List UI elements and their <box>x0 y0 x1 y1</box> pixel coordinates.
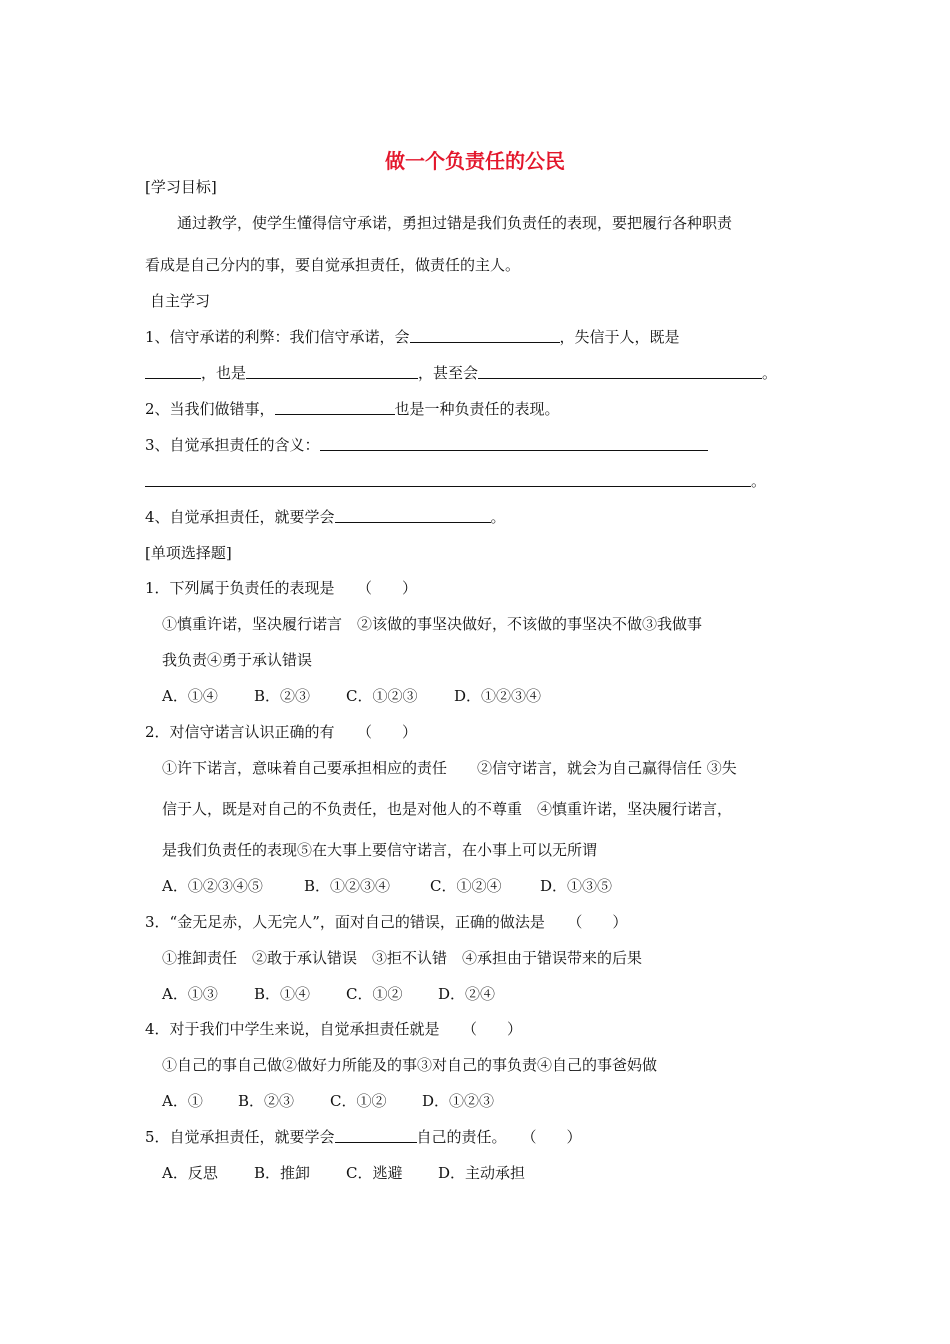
answer-blank[interactable] <box>145 471 751 487</box>
question-text: 5．自觉承担责任，就要学会 <box>145 1128 335 1146</box>
mc-question-5-stem <box>145 1127 582 1147</box>
answer-blank[interactable] <box>320 435 708 451</box>
mc-question-2-statements-line3: 是我们负责任的表现⑤在大事上要信守诺言，在小事上可以无所谓 <box>162 841 598 859</box>
answer-blank[interactable] <box>246 363 418 379</box>
option-d[interactable]: D．①③⑤ <box>540 877 613 895</box>
question-text: 4、自觉承担责任，就要学会 <box>145 508 335 526</box>
mc-question-4-options <box>162 1091 494 1111</box>
question-text: ，甚至会 <box>418 364 479 382</box>
mc-question-3-options <box>162 984 495 1004</box>
fill-question-2 <box>145 399 560 419</box>
option-c[interactable]: C．①②③ <box>346 687 418 705</box>
option-b[interactable]: B．推卸 <box>254 1164 311 1182</box>
option-c[interactable]: C．①② <box>330 1092 387 1110</box>
mc-question-2-stem: 2．对信守诺言认识正确的有 （ ） <box>145 723 418 741</box>
question-text: 3、自觉承担责任的含义： <box>145 436 320 454</box>
option-a[interactable]: A．①②③④⑤ <box>162 877 263 895</box>
option-c[interactable]: C．①② <box>346 985 403 1003</box>
option-d[interactable]: D．主动承担 <box>438 1164 526 1182</box>
option-a[interactable]: A．① <box>162 1092 203 1110</box>
fill-question-1-line1 <box>145 327 680 347</box>
fill-question-1-line2 <box>145 363 777 383</box>
self-study-heading: 自主学习 <box>150 292 211 310</box>
answer-blank[interactable] <box>410 327 560 343</box>
fill-question-4 <box>145 507 506 527</box>
question-text: 自己的责任。 （ ） <box>416 1128 582 1146</box>
mc-question-4-statements: ①自己的事自己做②做好力所能及的事③对自己的事负责④自己的事爸妈做 <box>162 1056 658 1074</box>
mc-question-1-stem: 1．下列属于负责任的表现是 （ ） <box>145 579 418 597</box>
fill-question-3-line2 <box>145 471 766 491</box>
mc-question-3-stem: 3．“金无足赤，人无完人”，面对自己的错误，正确的做法是 （ ） <box>145 913 628 931</box>
option-a[interactable]: A．反思 <box>162 1164 218 1182</box>
question-text: 也是一种负责任的表现。 <box>394 400 560 418</box>
objectives-heading: [学习目标] <box>145 178 217 196</box>
mc-question-3-statements: ①推卸责任 ②敢于承认错误 ③拒不认错 ④承担由于错误带来的后果 <box>162 949 643 967</box>
answer-blank[interactable] <box>145 363 201 379</box>
option-a[interactable]: A．①③ <box>162 985 218 1003</box>
option-b[interactable]: B．②③ <box>238 1092 295 1110</box>
mc-question-2-statements-line2: 信于人，既是对自己的不负责任，也是对他人的不尊重 ④慎重许诺，坚决履行诺言， <box>162 800 733 818</box>
multiple-choice-heading: [单项选择题] <box>145 544 232 562</box>
answer-blank[interactable] <box>275 399 395 415</box>
option-b[interactable]: B．①②③④ <box>304 877 391 895</box>
objectives-text-line1: 通过教学，使学生懂得信守承诺，勇担过错是我们负责任的表现，要把履行各种职责 <box>177 214 733 232</box>
mc-question-1-options <box>162 686 541 706</box>
answer-blank[interactable] <box>478 363 762 379</box>
question-text: 1、信守承诺的利弊：我们信守承诺，会 <box>145 328 410 346</box>
objectives-text-line2: 看成是自己分内的事，要自觉承担责任，做责任的主人。 <box>145 256 521 274</box>
page-title: 做一个负责任的公民 <box>385 149 565 173</box>
mc-question-1-statements-line1: ①慎重许诺，坚决履行诺言 ②该做的事坚决做好，不该做的事坚决不做③我做事 <box>162 615 703 633</box>
option-c[interactable]: C．逃避 <box>346 1164 403 1182</box>
mc-question-2-statements-line1: ①许下诺言，意味着自己要承担相应的责任 ②信守诺言，就会为自己赢得信任 ③失 <box>162 759 737 777</box>
answer-blank[interactable] <box>335 1127 417 1143</box>
mc-question-5-options <box>162 1163 525 1183</box>
option-d[interactable]: D．①②③ <box>422 1092 495 1110</box>
option-b[interactable]: B．①④ <box>254 985 311 1003</box>
question-text: 2、当我们做错事， <box>145 400 275 418</box>
mc-question-2-options <box>162 876 612 896</box>
option-a[interactable]: A．①④ <box>162 687 218 705</box>
mc-question-1-statements-line2: 我负责④勇于承认错误 <box>162 651 313 669</box>
mc-question-4-stem: 4．对于我们中学生来说，自觉承担责任就是 （ ） <box>145 1020 523 1038</box>
question-text: 。 <box>490 508 506 526</box>
option-d[interactable]: D．②④ <box>438 985 496 1003</box>
option-b[interactable]: B．②③ <box>254 687 311 705</box>
option-c[interactable]: C．①②④ <box>430 877 502 895</box>
question-text: ，也是 <box>201 364 247 382</box>
question-text: 。 <box>762 364 778 382</box>
answer-blank[interactable] <box>335 507 491 523</box>
question-text: 。 <box>751 472 767 490</box>
question-text: ，失信于人，既是 <box>559 328 680 346</box>
option-d[interactable]: D．①②③④ <box>454 687 542 705</box>
fill-question-3-line1 <box>145 435 708 455</box>
